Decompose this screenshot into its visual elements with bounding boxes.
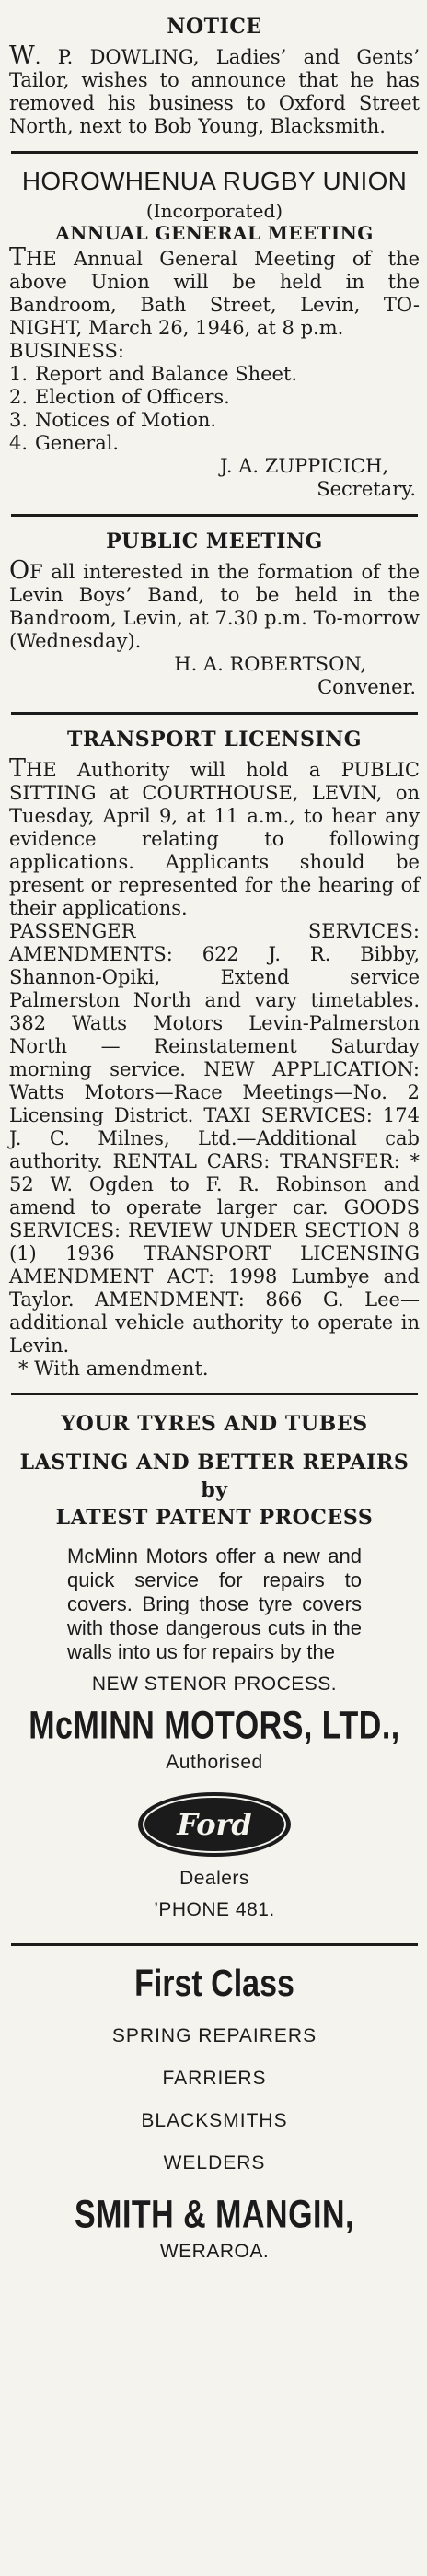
item-number: 2. xyxy=(9,386,29,408)
divider xyxy=(11,1393,418,1395)
list-item xyxy=(9,363,420,386)
smith-mangin-advert xyxy=(9,1963,420,2265)
divider xyxy=(11,514,418,517)
notice-advert xyxy=(9,15,420,138)
item-text: General. xyxy=(35,432,120,454)
mcminn-text: McMinn Motors offer a new and quick service for repairs to covers. Bring those tyre covers with those dangerous cuts in the walls into us for repairs by the xyxy=(67,1544,362,1663)
public-meeting-advert xyxy=(9,530,420,699)
mcminn-line-2: LASTING AND BETTER REPAIRS xyxy=(19,1451,410,1474)
item-text: Report and Balance Sheet. xyxy=(35,363,298,385)
mcminn-motors-advert xyxy=(9,1410,420,1923)
transport-body xyxy=(9,754,420,920)
public-meeting-text: F all interested in the formation of the Levin Boys’ Band, to be held in the Bandroom, Levin, at 7.30 p.m. To-morrow (Wednesday). xyxy=(9,561,420,652)
rugby-incorporated: (Incorporated) xyxy=(145,200,283,222)
mcminn-process: NEW STENOR PROCESS. xyxy=(91,1673,338,1695)
mcminn-authorised: Authorised xyxy=(166,1752,263,1773)
ford-logo xyxy=(9,1790,420,1859)
rugby-subheading: ANNUAL GENERAL MEETING xyxy=(55,222,374,244)
transport-text: HE Authority will hold a PUBLIC SITTING at COURTHOUSE, LEVIN, on Tuesday, April 9, at 11 a.m., to hear any evidence relating to following applications. Applicants should be present or represented for the hearing of their applications. xyxy=(9,759,420,919)
rugby-business-list xyxy=(9,363,420,455)
item-number: 1. xyxy=(9,363,29,385)
list-item xyxy=(9,409,420,432)
smith-trade: BLACKSMITHS xyxy=(141,2110,288,2131)
notice-heading: NOTICE xyxy=(167,15,262,39)
divider xyxy=(11,151,418,154)
mcminn-line-1: YOUR TYRES AND TUBES xyxy=(61,1412,368,1436)
rugby-heading: HOROWHENUA RUGBY UNION xyxy=(21,167,408,195)
mcminn-dealers: Dealers xyxy=(179,1868,249,1889)
mcminn-line-4: LATEST PATENT PROCESS xyxy=(55,1506,374,1530)
notice-body xyxy=(9,41,420,138)
rugby-signatory: J. A. ZUPPICICH, xyxy=(220,455,388,477)
transport-licensing-advert xyxy=(9,728,420,1381)
rugby-business-label: BUSINESS: xyxy=(9,340,124,362)
public-meeting-dropcap: O xyxy=(9,556,30,585)
list-item xyxy=(9,386,420,409)
smith-trade: SPRING REPAIRERS xyxy=(111,2025,317,2046)
mcminn-phone: ’PHONE 481. xyxy=(154,1899,275,1920)
ford-logo-text: Ford xyxy=(177,1807,252,1842)
rugby-body xyxy=(9,243,420,340)
item-number: 3. xyxy=(9,409,29,431)
public-meeting-body xyxy=(9,556,420,653)
rugby-union-advert xyxy=(9,167,420,501)
notice-text: . P. DOWLING, Ladies’ and Gents’ Tailor, wishes to announce that he has removed his business to Oxford Street North, next to Bob Young, Blacksmith. xyxy=(9,46,420,137)
rugby-signatory-title: Secretary. xyxy=(317,478,416,500)
rugby-text: HE Annual General Meeting of the above Union will be held in the Bandroom, Bath Street, Levin, TO-NIGHT, March 26, 1946, at 8 p.m. xyxy=(9,248,420,339)
transport-details: PASSENGER SERVICES: AMENDMENTS: 622 J. R. Bibby, Shannon-Opiki, Extend service Palmerston North and vary timetables. 382 Watts Motors Levin-Palmerston North — Reinstatement Saturday morning service. NEW APPLICATION: Watts Motors—Race Meetings—No. 2 Licensing District. TAXI SERVICES: 174 J. C. Milnes, Ltd.—Additional cab authority. RENTAL CARS: TRANSFER: * 52 W. Ogden to F. R. Robinson and amend to operate larger car. GOODS SERVICES: REVIEW UNDER SECTION 8 (1) 1936 TRANSPORT LICENSING AMENDMENT ACT: 1998 Lumbye and Taylor. AMENDMENT: 866 G. Lee—additional vehicle authority to operate in Levin. xyxy=(9,920,420,1357)
transport-footnote: * With amendment. xyxy=(18,1358,209,1380)
divider xyxy=(11,712,418,715)
item-text: Notices of Motion. xyxy=(35,409,217,431)
list-item xyxy=(9,432,420,455)
item-text: Election of Officers. xyxy=(35,386,230,408)
rugby-dropcap: T xyxy=(9,243,27,272)
ford-logo-icon xyxy=(136,1790,293,1859)
smith-brand: SMITH & MANGIN, xyxy=(74,2193,355,2237)
smith-heading: First Class xyxy=(134,1963,294,2005)
transport-dropcap: T xyxy=(9,754,27,783)
mcminn-brand: McMINN MOTORS, LTD., xyxy=(29,1704,400,1748)
divider xyxy=(11,1943,418,1946)
smith-place: WERAROA. xyxy=(159,2241,270,2262)
transport-heading: TRANSPORT LICENSING xyxy=(66,728,363,752)
smith-trade: FARRIERS xyxy=(162,2068,267,2089)
smith-trade: WELDERS xyxy=(163,2152,266,2174)
mcminn-line-3: by xyxy=(201,1478,228,1502)
item-number: 4. xyxy=(9,432,29,454)
public-meeting-heading: PUBLIC MEETING xyxy=(106,530,323,554)
public-meeting-signatory-title: Convener. xyxy=(317,676,416,698)
notice-dropcap: W xyxy=(9,41,35,70)
public-meeting-signatory: H. A. ROBERTSON, xyxy=(174,653,366,675)
